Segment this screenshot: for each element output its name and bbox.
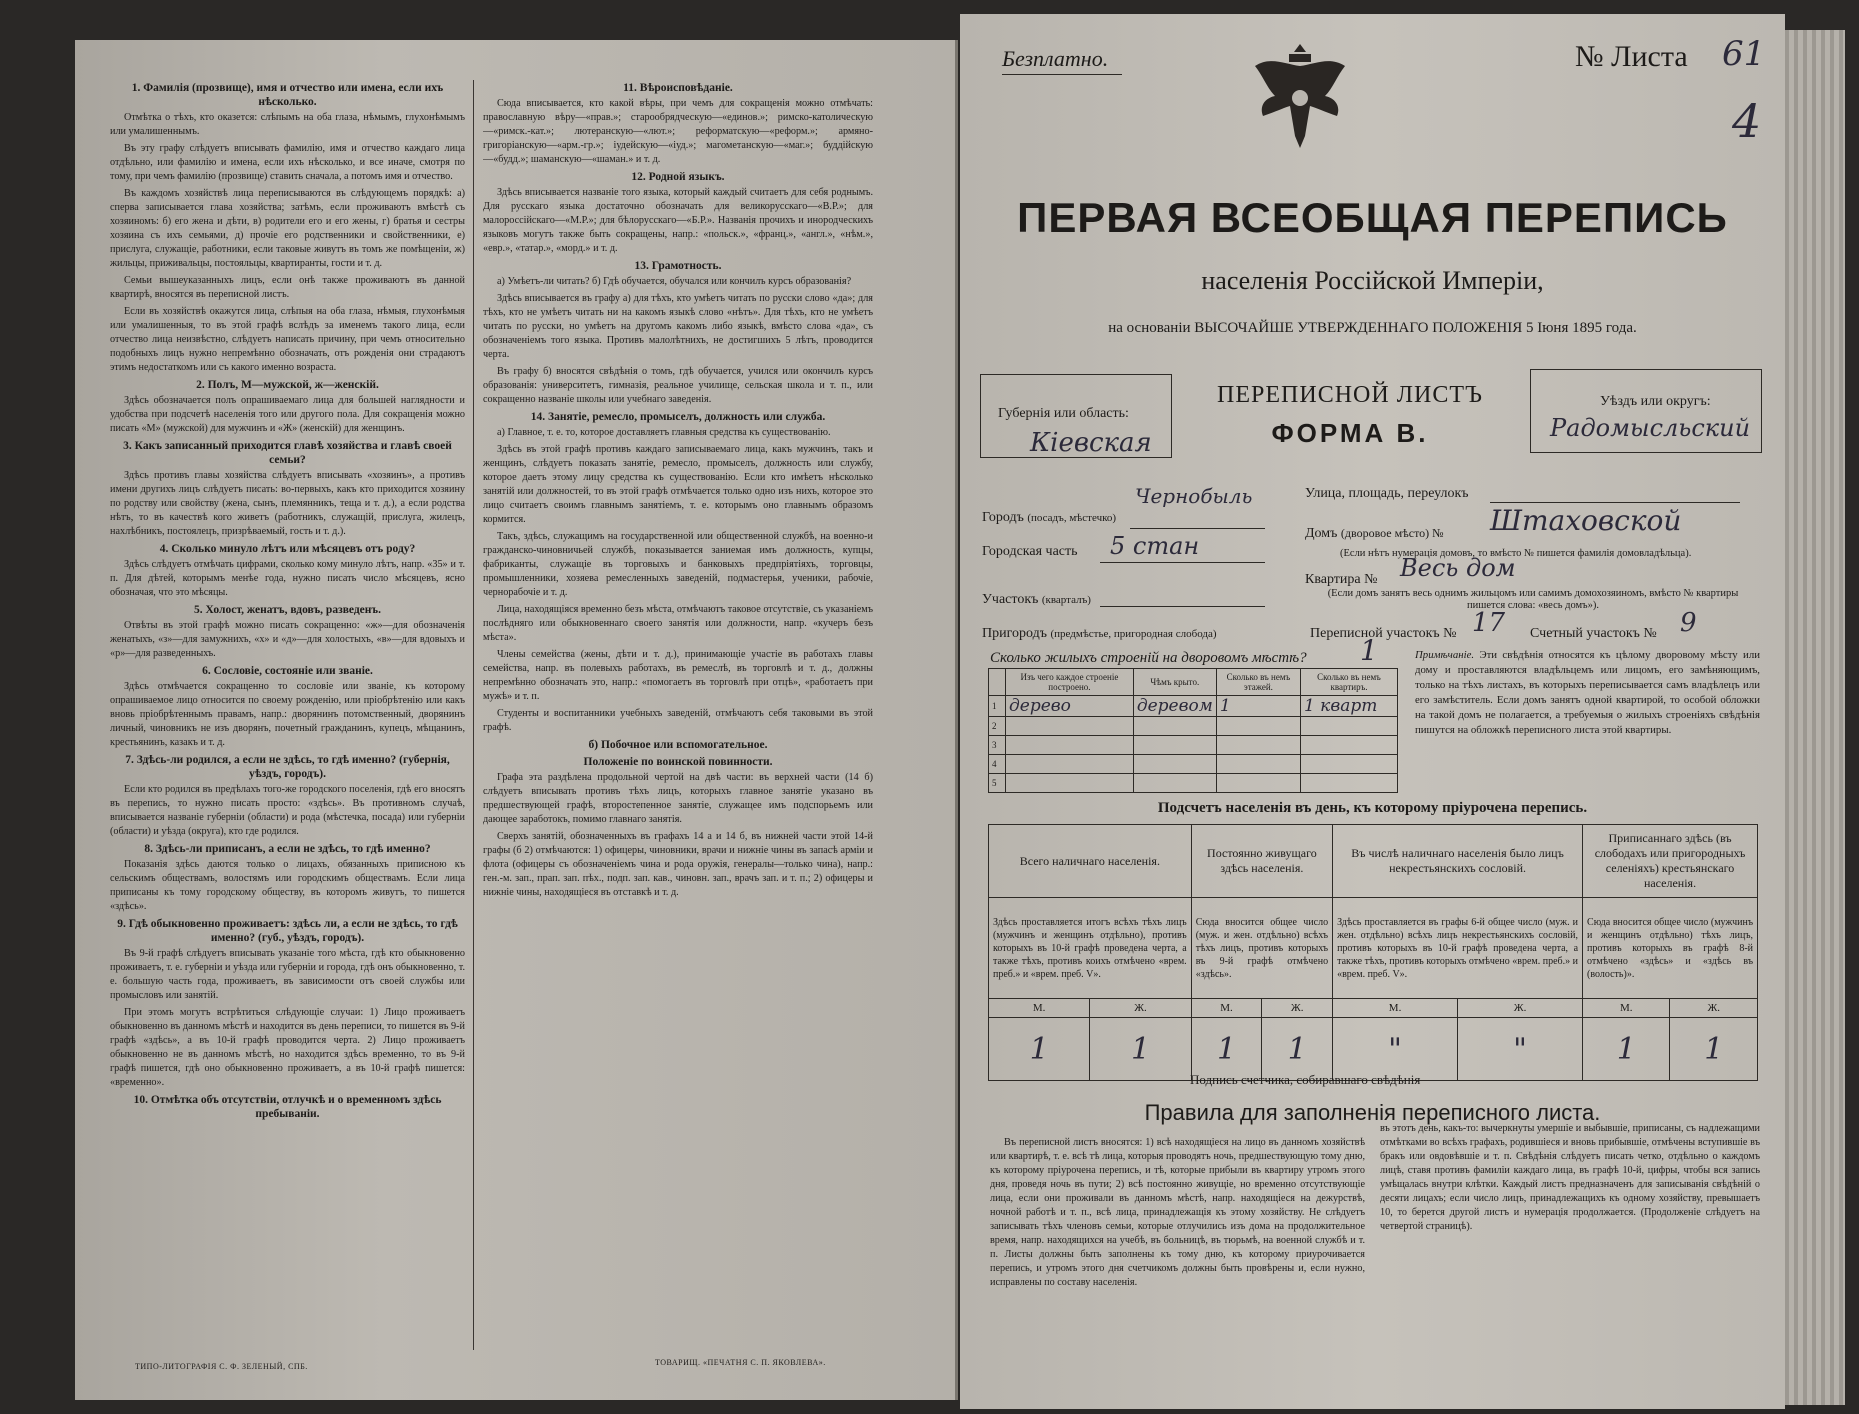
count-value: 1 xyxy=(1583,1018,1670,1081)
page-edge-stack xyxy=(1785,30,1845,1405)
table-cell xyxy=(1006,755,1134,774)
male-column-header: М. xyxy=(1191,999,1262,1018)
instruction-paragraph: Здѣсь вписывается названіе того языка, который каждый считаетъ для себя роднымъ. Для русскаго языка достаточно обозначать для великорусскаго—«В.Р.»; для малороссійскаго—«М.Р.»; для бѣлорусскаго—«Б.Р.». Названія прочихъ и инородческихъ языковъ могутъ также быть сокращены, напр.: «польск.», «франц.», «англ.», «нѣм.», «евр.», «татар.», «морд.» и т. д. xyxy=(483,187,873,254)
count-header: Приписаннаго здѣсь (въ слободахъ или пригородныхъ селеніяхъ) крестьянскаго населенія. xyxy=(1583,825,1758,898)
table-cell xyxy=(1006,774,1134,793)
rules-column-2: въ этотъ день, какъ-то: вычеркнуты умершіе и выбывшіе, приписаны, съ надлежащими отмѣтками во всѣхъ графахъ, родившіеся и вновь прибывшіе, отмѣчены вступившіе въ бракъ или овдовѣвшіе и т. п. Свѣдѣнія слѣдуетъ писать четко, отдѣльно о каждомъ лицѣ, ставя противъ фамиліи каждаго лица, въ графѣ 10-й, цифры, чтобы вся запись умѣщалась внутри клѣтки. Каждый листъ предназначенъ для записыванія свѣдѣній о десяти лицахъ; если число лицъ, принадлежащихъ къ одному хозяйству, превышаетъ 10, то берется другой листъ и нумерація продолжается. (Продолженіе слѣдуетъ на четвертой страницѣ). xyxy=(1380,1123,1760,1232)
table-row xyxy=(989,696,1398,717)
instruction-paragraph: Если кто родился въ предѣлахъ того-же городского поселенія, гдѣ его вносятъ въ перепись, то нужно писать просто: «здѣсь». Въ противномъ случаѣ, вписывается названіе губерніи (области) и рода (мѣстечка, посада) или губерніи (области) и уѣзда (округа), кто где родился. xyxy=(110,784,465,837)
plot-label-text: Участокъ xyxy=(982,592,1039,607)
free-underline xyxy=(1002,74,1122,75)
instruction-paragraph: Здѣсь слѣдуетъ отмѣчать цифрами, сколько кому минуло лѣтъ, напр. «35» и т. п. Для дѣтей, которымъ менѣе года, нужно писать число мѣсяцевъ, ясно обозначая, что это мѣсяцы. xyxy=(110,559,465,598)
city-value: Чернобыль xyxy=(1135,484,1253,508)
female-column-header: Ж. xyxy=(1670,999,1758,1018)
corner-mark: 4 xyxy=(1732,94,1762,148)
census-area-label: Переписной участокъ № xyxy=(1310,626,1457,641)
printer-imprint-left: ТИПО-ЛИТОГРАФІЯ С. Ф. ЗЕЛЕНЫЙ, СПБ. xyxy=(135,1362,308,1371)
instruction-paragraph: а) Главное, т. е. то, которое доставляетъ главныя средства къ существованію. xyxy=(497,427,831,438)
instruction-paragraph: Здѣсь вписывается въ графу а) для тѣхъ, кто умѣетъ читать по русски слово «да»; для тѣхъ, кто не умѣетъ читать ни на какомъ языкѣ слово «нѣтъ». Для тѣхъ, кто не умѣетъ читать по русски, но умѣетъ на другомъ какомъ либо языкѣ, вмѣсто слова «да», съ обозначеніемъ того языка. Противъ малолѣтнихъ, не достигшихъ 5 лѣтъ, проводится черта. xyxy=(483,293,873,360)
table-cell: 1 кварт xyxy=(1300,696,1397,717)
instruction-paragraph: Отвѣты въ этой графѣ можно писать сокращенно: «ж»—для обозначенія женатыхъ, «з»—для замужнихъ, «х» и «д»—для холостыхъ, «в»—для вдовыхъ и «р»—для разведенныхъ. xyxy=(110,620,465,659)
rules-title: Правила для заполненія переписного листа. xyxy=(1144,1100,1601,1125)
house-note: (Если нѣтъ нумерація домовъ, то вмѣсто № пишется фамилія домовладѣльца). xyxy=(1340,548,1692,559)
column-divider xyxy=(473,80,474,1350)
buildings-value: 1 xyxy=(1360,634,1378,667)
row-number: 2 xyxy=(989,717,1006,736)
province-label: Губернія или область: xyxy=(998,406,1129,421)
instruction-paragraph: а) Умѣетъ-ли читать? б) Гдѣ обучается, обучался или кончилъ курсъ образованія? xyxy=(497,276,852,287)
table-header-cell: Сколько въ немъ этажей. xyxy=(1216,669,1300,696)
section-heading: 6. Сословіе, состояніе или званіе. xyxy=(202,665,373,677)
count-description: Сюда вносится общее число (мужчинъ и женщинъ отдѣльно) тѣхъ лицъ, противъ которыхъ въ графѣ 8-й отмѣчено «здѣсь» и «здѣсь въ (волость)». xyxy=(1583,898,1758,999)
count-header: Въ числѣ наличнаго населенія было лицъ некрестьянскихъ сословій. xyxy=(1333,825,1583,898)
population-count-title: Подсчетъ населенія въ день, къ которому пріурочена перепись. xyxy=(1157,800,1588,816)
census-area-value: 17 xyxy=(1472,608,1506,638)
section-heading: 14. Занятіе, ремесло, промыселъ, должность или служба. xyxy=(530,411,826,423)
section-heading: 13. Грамотность. xyxy=(634,260,722,272)
table-cell xyxy=(1300,736,1397,755)
table-cell xyxy=(1300,774,1397,793)
section-heading: 1. Фамилія (прозвище), имя и отчество или имена, если ихъ нѣсколько. xyxy=(131,82,444,108)
section-heading: 12. Родной языкъ. xyxy=(631,171,725,183)
table-cell xyxy=(1300,755,1397,774)
section-heading: 11. Вѣроисповѣданіе. xyxy=(623,82,733,94)
city-part-value: 5 стан xyxy=(1110,532,1200,560)
section-heading: 10. Отмѣтка объ отсутствіи, отлучкѣ и о временномъ здѣсь пребываніи. xyxy=(133,1094,442,1120)
table-row xyxy=(989,717,1398,736)
apartment-value: Весь дом xyxy=(1400,554,1516,582)
plot-label xyxy=(982,592,1091,608)
male-column-header: М. xyxy=(1333,999,1458,1018)
plot-hint: (кварталъ) xyxy=(1041,594,1091,606)
table-cell xyxy=(1216,774,1300,793)
suburb-label xyxy=(982,626,1217,642)
table-cell xyxy=(1300,717,1397,736)
instruction-paragraph: Показанія здѣсь даются только о лицахъ, обязанныхъ приписною къ сельскимъ обществамъ, волостямъ или городскимъ обществамъ. Если лица приписаны къ тому городскому обществу, въ которомъ живутъ, то пишется «здѣсь». xyxy=(110,859,465,912)
row-number: 1 xyxy=(989,696,1006,717)
section-heading: 7. Здѣсь-ли родился, а если не здѣсь, то гдѣ именно? (губернія, уѣздъ, городъ). xyxy=(125,754,450,780)
left-column-1 xyxy=(110,78,465,1348)
province-value: Кіевская xyxy=(1030,428,1152,458)
table-cell xyxy=(1133,774,1216,793)
instruction-paragraph: Въ эту графу слѣдуетъ вписывать фамилію, имя и отчество каждаго лица отдѣльно, или фамилію и имена, если ихъ нѣсколько, и все иначе, смотря по тому, при чемъ фамилію (прозвище) ставить сначала, а потомъ имя и отчество. xyxy=(110,143,465,182)
right-page xyxy=(960,14,1785,1409)
section-heading: б) Побочное или вспомогательное. xyxy=(588,739,768,751)
sheet-title: ПЕРЕПИСНОЙ ЛИСТЪ xyxy=(1217,382,1483,408)
section-heading: 9. Гдѣ обыкновенно проживаетъ: здѣсь ли, а если не здѣсь, то гдѣ именно? (губ., уѣздъ, городъ). xyxy=(117,918,458,944)
district-value: Радомысльский xyxy=(1550,414,1751,442)
instruction-paragraph: Сверхъ занятій, обозначенныхъ въ графахъ 14 а и 14 б, въ нижней части этой 14-й графы (б 2) отмѣчаются: 1) офицеры, чиновники, врачи и нижніе чины въ запасѣ арміи и флота (офицеры съ обозначеніемъ чина и рода оружія, генералы—только чина), напр.: ген.-м. зап., прап. зап. пѣх., подп. зап. кав., чиновн. зап., врачъ зап. и т. п.; 2) офицеры и нижніе чины, находящіеся въ отставкѣ и т. д. xyxy=(483,831,873,898)
note-title: Примѣчаніе. xyxy=(1415,649,1475,661)
left-column-2 xyxy=(483,78,873,1348)
city-label xyxy=(982,510,1116,526)
count-description: Сюда вносится общее число (муж. и жен. отдѣльно) всѣхъ тѣхъ лицъ, противъ которыхъ въ 9-й графѣ отмѣчено «здѣсь». xyxy=(1191,898,1332,999)
table-row xyxy=(989,736,1398,755)
district-label: Уѣздъ или округъ: xyxy=(1600,394,1711,409)
note-text: Эти свѣдѣнія относятся къ цѣлому дворовому мѣсту или дому и проставляются владѣльцемъ или лицомъ, его замѣняющимъ, только на тѣхъ листахъ, въ которыхъ переписывается самъ владѣлецъ или его замѣститель. Если домъ занятъ одной квартирой, то особой обложки на такой домъ не полагается, а требуемыя о жилыхъ строеніяхъ свѣдѣнія пишутся на обложкѣ переписного листа этой квартиры. xyxy=(1415,649,1760,736)
printer-imprint-right: ТОВАРИЩ. «ПЕЧАТНЯ С. П. ЯКОВЛЕВА». xyxy=(655,1358,826,1367)
suburb-label-text: Пригородъ xyxy=(982,626,1047,641)
left-page xyxy=(75,40,958,1400)
count-value: 1 xyxy=(989,1018,1090,1081)
instruction-paragraph: Здѣсь противъ главы хозяйства слѣдуетъ вписывать «хозяинъ», а противъ имени другихъ лицъ слѣдуетъ писать: во-первыхъ, какъ кто приходится хозяину по родству или свойству (жена, сынъ, племянникъ, теща и т. д.), а если родства нѣтъ, то въ качествѣ кого живетъ (работникъ, служащій, прислуга, жилецъ, нахлѣбникъ, постоялецъ, призрѣваемый, гость и т. д.). xyxy=(110,470,465,537)
count-value: 1 xyxy=(1670,1018,1758,1081)
table-row xyxy=(989,774,1398,793)
sheet-number-value: 61 xyxy=(1722,34,1766,74)
count-area-value: 9 xyxy=(1680,608,1697,638)
section-heading: 4. Сколько минуло лѣтъ или мѣсяцевъ отъ роду? xyxy=(159,543,416,555)
count-value: 1 xyxy=(1191,1018,1262,1081)
plot-underline xyxy=(1100,606,1265,607)
table-cell: 1 xyxy=(1216,696,1300,717)
street-underline xyxy=(1490,502,1740,503)
city-part-label: Городская часть xyxy=(982,544,1078,559)
instruction-paragraph: При этомъ могутъ встрѣтиться слѣдующіе случаи: 1) Лицо проживаетъ обыкновенно въ данномъ мѣстѣ и находится въ день переписи, то пишется въ 9-й графѣ «здѣсь», а въ 10-й графѣ проводится черта. 2) Лицо проживаетъ обыкновенно не въ данномъ мѣстѣ, но находится здѣсь временно, то въ 9-й графѣ пишется, гдѣ оно обыкновенно проживаетъ, а въ 10-й графѣ пишется: «временно». xyxy=(110,1007,465,1088)
female-column-header: Ж. xyxy=(1090,999,1191,1018)
suburb-hint: (предмѣстье, пригородная слобода) xyxy=(1050,628,1217,640)
census-title: ПЕРВАЯ ВСЕОБЩАЯ ПЕРЕПИСЬ xyxy=(1017,194,1728,241)
section-heading: 2. Полъ, М—мужской, ж—женскій. xyxy=(196,379,379,391)
free-label: Безплатно. xyxy=(1002,46,1109,71)
row-number: 4 xyxy=(989,755,1006,774)
table-cell xyxy=(1216,755,1300,774)
count-value: " xyxy=(1458,1018,1583,1081)
form-title: ФОРМА В. xyxy=(1271,418,1429,448)
table-cell xyxy=(1133,755,1216,774)
city-underline xyxy=(1130,528,1265,529)
imperial-eagle-emblem xyxy=(1245,36,1355,156)
table-cell: деревом xyxy=(1133,696,1216,717)
population-count-table xyxy=(988,824,1758,1081)
instruction-paragraph: Графа эта раздѣлена продольной чертой на двѣ части: въ верхней части (14 б) слѣдуетъ вписывать противъ тѣхъ лицъ, которыхъ главное занятіе указано въ предшествующей графѣ, второстепенное занятіе, служащее имъ подспорьемъ или дающее заработокъ, помимо главнаго занятія. xyxy=(483,772,873,825)
instruction-paragraph: Лица, находящіяся временно безъ мѣста, отмѣчаютъ таковое отсутствіе, съ указаніемъ послѣдняго или обыкновеннаго своего занятія или должности, напр. «кучеръ безъ мѣста». xyxy=(483,604,873,643)
signature-label: Подпись счетчика, собиравшаго свѣдѣнія xyxy=(1190,1072,1421,1087)
instruction-paragraph: Если въ хозяйствѣ окажутся лица, слѣпыя на оба глаза, нѣмыя, глухонѣмыя или умалишенныя, то въ этой графѣ вслѣдъ за именемъ такого лица, если отчество лица неизвѣстно, слѣдуетъ написать причину, при чемъ относительно подобныхъ лицъ нужно непремѣнно обозначать, отъ рожденія они страдаютъ этимъ недостаткомъ или съ какого именно возраста. xyxy=(110,306,465,373)
census-subtitle: населенія Россійской Имперіи, xyxy=(1201,266,1544,295)
census-basis: на основаніи ВЫСОЧАЙШЕ УТВЕРЖДЕННАГО ПОЛОЖЕНІЯ 5 Іюня 1895 года. xyxy=(1108,320,1637,336)
male-column-header: М. xyxy=(989,999,1090,1018)
house-label-text: Домъ xyxy=(1305,526,1338,541)
instruction-paragraph: Въ каждомъ хозяйствѣ лица переписываются въ слѣдующемъ порядкѣ: а) сперва записывается глава хозяйства; затѣмъ, если проживаютъ вмѣстѣ съ хозяиномъ: б) его жена и дѣти, в) родители его и его жены, г) братья и сестры хозяина съ ихъ семьями, д) прочіе его родственники и свойственники, е) прислуга, служащіе, работники, если таковые живутъ въ томъ же помѣщеніи, ж) жильцы, приживальцы, постояльцы, квартиранты, гости и т. д. xyxy=(110,188,465,269)
instruction-paragraph: Въ 9-й графѣ слѣдуетъ вписывать указаніе того мѣста, гдѣ кто обыкновенно проживаетъ, т. е. губерніи и уѣзда или губерніи и города, гдѣ онъ обыкновенно, т. е. большую часть года, проживаетъ, въ зависимости отъ своей службы или промысловъ или занятій. xyxy=(110,948,465,1001)
table-cell xyxy=(1216,717,1300,736)
table-header-cell: Сколько въ немъ квартиръ. xyxy=(1300,669,1397,696)
sheet-number-label: № Листа xyxy=(1575,40,1688,73)
instruction-paragraph: Здѣсь отмѣчается сокращенно то сословіе или званіе, къ которому опрашиваемое лицо относится по своему рожденію, или пріобрѣтенію или какъ вновь пріобрѣтеннымъ правамъ, напр.: дворянинъ потомственный, дворянинъ личный, чиновникъ не изъ дворянъ, почетный гражданинъ, купецъ, мѣщанинъ, крестьянинъ, казакъ и т. д. xyxy=(110,681,465,748)
female-column-header: Ж. xyxy=(1458,999,1583,1018)
house-hint: (дворовое мѣсто) № xyxy=(1340,526,1444,540)
count-value: " xyxy=(1333,1018,1458,1081)
instruction-paragraph: Сюда вписывается, кто какой вѣры, при чемъ для сокращенія можно отмѣчать: православную вѣру—«прав.»; старообрядческую—«единов.»; римско-католическую—«римск.-кат.»; лютеранскую—«лют.»; реформатскую—«реформ.»; армяно-григоріанскую—«арм.-гр.»; іудейскую—«іуд.»; магометанскую—«маг.»; буддійскую—«будд.»; шаманскую—«шаман.» и т. д. xyxy=(483,98,873,165)
table-cell xyxy=(1133,717,1216,736)
count-value: 1 xyxy=(1262,1018,1333,1081)
count-value: 1 xyxy=(1090,1018,1191,1081)
instruction-paragraph: Члены семейства (жены, дѣти и т. д.), принимающіе участіе въ работахъ главы семейства, напр. въ полевыхъ работахъ, въ ремеслѣ, въ торговлѣ и т. д., должны непремѣнно обозначать это, напр.: «помогаетъ въ торговлѣ при отцѣ», «работаетъ при мужѣ» и т. п. xyxy=(483,649,873,702)
instruction-paragraph: Въ графу б) вносятся свѣдѣнія о томъ, гдѣ обучается, учился или окончилъ курсъ образованія: университетъ, гимназія, реальное училище, сельская школа и т. п., или сокращенно названіе школы или учебнаго заведенія. xyxy=(483,366,873,405)
apartment-note: (Если домъ занятъ весь однимъ жильцомъ или самимъ домохозяиномъ, вмѣсто № квартиры пишется слова: «весь домъ»). xyxy=(1327,588,1739,611)
count-area-label: Счетный участокъ № xyxy=(1530,626,1657,641)
table-header-cell: Изъ чего каждое строеніе построено. xyxy=(1006,669,1134,696)
table-cell xyxy=(1006,736,1134,755)
instruction-paragraph: Семьи вышеуказанныхъ лицъ, если онѣ также проживаютъ въ данной квартирѣ, вносятся въ переписной листъ. xyxy=(110,275,465,300)
city-label-text: Городъ xyxy=(982,510,1024,525)
buildings-note xyxy=(1415,648,1760,738)
buildings-question: Сколько жилыхъ строеній на дворовомъ мѣстѣ? xyxy=(990,650,1307,666)
table-cell xyxy=(1216,736,1300,755)
row-number: 3 xyxy=(989,736,1006,755)
apartment-label: Квартира № xyxy=(1305,572,1378,587)
buildings-table xyxy=(988,668,1398,793)
table-header-cell: Чѣмъ крыто. xyxy=(1133,669,1216,696)
house-label xyxy=(1305,526,1444,542)
table-cell xyxy=(1133,736,1216,755)
instruction-paragraph: Студенты и воспитанники учебныхъ заведеній, отмѣчаютъ себя таковыми въ этой графѣ. xyxy=(483,708,873,733)
instruction-paragraph: Здѣсь въ этой графѣ противъ каждаго записываемаго лица, какъ мужчинъ, такъ и женщинъ, слѣдуетъ показать занятіе, ремесло, промыселъ, должность или службу, которое даетъ этому лицу средства къ существованію. Если кто имѣетъ нѣсколько занятій или должностей, то въ этой графѣ отмѣчается только одно изъ нихъ, которое это лицо считаетъ своимъ главнымъ занятіемъ, т. е. которымъ оно главнымъ образомъ кормится. xyxy=(483,444,873,525)
city-hint: (посадъ, мѣстечко) xyxy=(1027,512,1117,524)
instruction-paragraph: Отмѣтка о тѣхъ, кто оказется: слѣпымъ на оба глаза, нѣмымъ, глухонѣмымъ или умалишеннымъ. xyxy=(110,112,465,137)
rules-column-1: Въ переписной листъ вносятся: 1) всѣ находящіеся на лицо въ данномъ хозяйствѣ или квартирѣ, т. е. всѣ тѣ лица, которыя проводятъ ночь, предшествующую тому дню, къ которому пріурочена перепись, и тѣ, которые прибыли въ квартиру утромъ этого дня, проведя ночь въ пути; 2) всѣ постоянно живущіе, но временно отсутствующіе лица, если они проживали въ данномъ мѣстѣ, напр. находящіеся на дежурствѣ, ночной работѣ и т. п., всѣ лица, принадлежащія къ этому хозяйству. Не слѣдуетъ записывать тѣхъ членовъ семьи, которые отлучились изъ дома на продолжительное время, напр. находящихся на учебѣ, въ больницѣ, въ тюрьмѣ, на военной службѣ и т. п. Листы должны быть заполнены къ тому дню, къ которому приурочивается перепись, и утромъ этого дня счетчикомъ должны быть провѣрены и, если нужно, исправлены по составу населенія. xyxy=(990,1137,1365,1288)
female-column-header: Ж. xyxy=(1262,999,1333,1018)
table-cell: дерево xyxy=(1006,696,1134,717)
section-heading: Положеніе по воинской повинности. xyxy=(583,756,773,768)
section-heading: 5. Холост, женатъ, вдовъ, разведенъ. xyxy=(193,604,381,616)
table-header-cell xyxy=(989,669,1006,696)
table-cell xyxy=(1006,717,1134,736)
row-number: 5 xyxy=(989,774,1006,793)
section-heading: 3. Какъ записанный приходится главѣ хозяйства и главѣ своей семьи? xyxy=(123,440,452,466)
instruction-paragraph: Такъ, здѣсь, служащимъ на государственной или общественной службѣ, на военно-и гражданско-чиновничьей службѣ, показывается заниемая имъ должность, купцы, фабриканты, служащіе въ торговыхъ и банковыхъ предпріятіяхъ, торговцы, промышленники, хозяева ремесленныхъ заведеній, подмастерья, ученики, рабочіе, чернорабочіе и т. д. xyxy=(483,531,873,598)
count-header: Всего наличнаго населенія. xyxy=(989,825,1192,898)
section-heading: 8. Здѣсь-ли приписанъ, а если не здѣсь, то гдѣ именно? xyxy=(144,843,431,855)
instruction-paragraph: Здѣсь обозначается полъ опрашиваемаго лица для большей наглядности и удобства при подсчетѣ населенія того или другого пола. Для сокращенія можно писать «М» (мужской) для мужчинъ и «Ж» (женскій) для женщинъ. xyxy=(110,395,465,434)
house-value: Штаховской xyxy=(1490,504,1682,537)
count-header: Постоянно живущаго здѣсь населенія. xyxy=(1191,825,1332,898)
count-description: Здѣсь проставляется итогъ всѣхъ тѣхъ лицъ (мужчинъ и женщинъ отдѣльно), противъ которыхъ въ 10-й графѣ проведена черта, а также тѣхъ, противъ коихъ отмѣчено «врем. преб.» и «врем. преб. V». xyxy=(989,898,1192,999)
city-part-underline xyxy=(1100,562,1265,563)
street-label: Улица, площадь, переулокъ xyxy=(1305,486,1469,501)
table-row xyxy=(989,755,1398,774)
male-column-header: М. xyxy=(1583,999,1670,1018)
count-description: Здѣсь проставляется въ графы 6-й общее число (муж. и жен. отдѣльно) всѣхъ лицъ некрестьянскихъ сословій, противъ которыхъ въ 10-й графѣ проведена черта, а также тѣхъ, противъ которыхъ отмѣчено «врем. преб.» и «врем. преб. V». xyxy=(1333,898,1583,999)
